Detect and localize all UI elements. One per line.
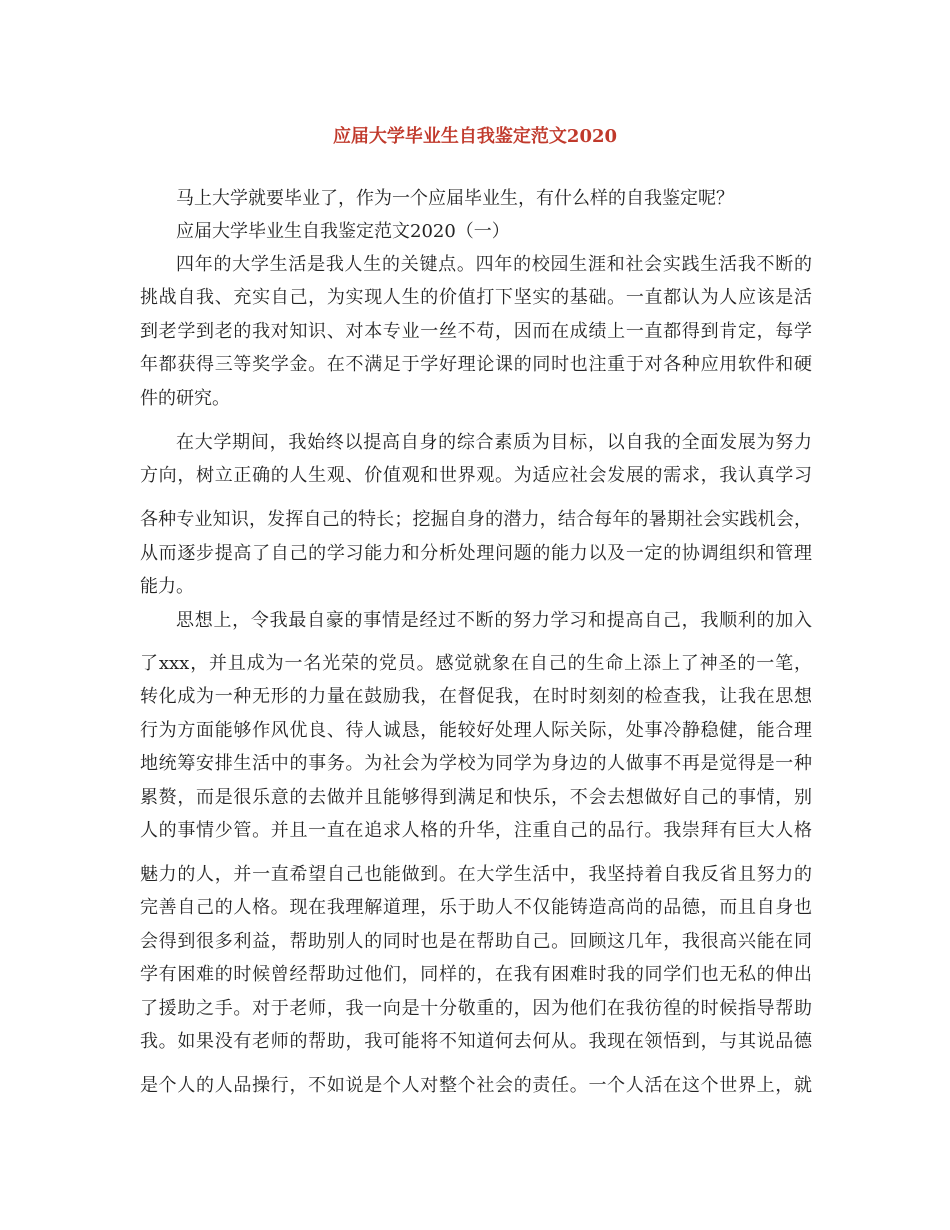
text-line: 能力。 [140,576,194,597]
text-line: 地统筹安排生活中的事务。为社会为学校为同学为身边的人做事不再是觉得是一种 [140,753,812,774]
intro-line: 马上大学就要毕业了，作为一个应届毕业生，有什么样的自我鉴定呢？ [176,188,734,209]
text-line: 四年的大学生活是我人生的关键点。四年的校园生涯和社会实践生活我不断的 [176,254,812,275]
text-line: 方向，树立正确的人生观、价值观和世界观。为适应社会发展的需求，我认真学习 [140,465,812,486]
text-line: 挑战自我、充实自己，为实现人生的价值打下坚实的基础。一直都认为人应该是活 [140,287,812,308]
text-line: 件的研究。 [140,388,230,409]
text-line: 思想上，令我最自豪的事情是经过不断的努力学习和提高自己，我顺利的加入 [176,610,812,631]
text-line: 了xxx，并且成为一名光荣的党员。感觉就象在自己的生命上添上了神圣的一笔， [140,653,812,674]
text-line: 魅力的人，并一直希望自己也能做到。在大学生活中，我坚持着自我反省且努力的 [140,864,812,885]
text-line: 各种专业知识，发挥自己的特长；挖掘自身的潜力，结合每年的暑期社会实践机会， [140,509,812,530]
text-line: 年都获得三等奖学金。在不满足于学好理论课的同时也注重于对各种应用软件和硬 [140,354,812,375]
text-line: 从而逐步提高了自己的学习能力和分析处理问题的能力以及一定的协调组织和管理 [140,543,812,564]
text-line: 累赘，而是很乐意的去做并且能够得到满足和快乐，不会去想做好自己的事情，别 [140,787,812,808]
text-line: 完善自己的人格。现在我理解道理，乐于助人不仅能铸造高尚的品德，而且自身也 [140,897,812,918]
text-line: 学有困难的时候曾经帮助过他们，同样的，在我有困难时我的同学们也无私的伸出 [140,964,812,985]
text-line: 人的事情少管。并且一直在追求人格的升华，注重自己的品行。我崇拜有巨大人格 [140,820,812,841]
section-heading: 应届大学毕业生自我鉴定范文2020（一） [176,221,510,242]
text-line: 到老学到老的我对知识、对本专业一丝不苟，因而在成绩上一直都得到肯定，每学 [140,321,812,342]
text-line: 了援助之手。对于老师，我一向是十分敬重的，因为他们在我彷徨的时候指导帮助 [140,998,812,1019]
text-line: 转化成为一种无形的力量在鼓励我，在督促我，在时时刻刻的检查我，让我在思想 [140,686,812,707]
text-line: 在大学期间，我始终以提高自身的综合素质为目标，以自我的全面发展为努力 [176,432,812,453]
text-line: 会得到很多利益，帮助别人的同时也是在帮助自己。回顾这几年，我很高兴能在同 [140,931,812,952]
text-line: 行为方面能够作风优良、待人诚恳，能较好处理人际关际，处事冷静稳健，能合理 [140,720,812,741]
text-line: 是个人的人品操行，不如说是个人对整个社会的责任。一个人活在这个世界上，就 [140,1075,812,1096]
text-line: 我。如果没有老师的帮助，我可能将不知道何去何从。我现在领悟到，与其说品德 [140,1031,812,1052]
document-title: 应届大学毕业生自我鉴定范文2020 [332,126,618,147]
